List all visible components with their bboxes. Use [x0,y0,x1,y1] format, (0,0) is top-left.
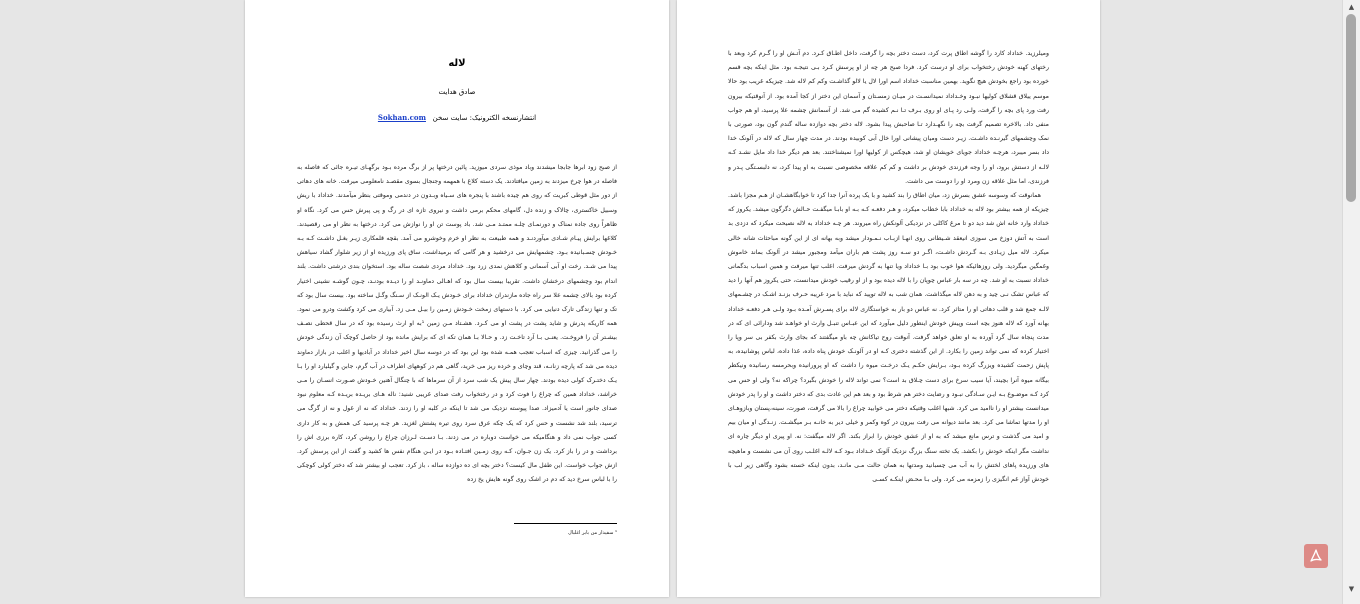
page-2 [677,0,1100,597]
publisher-line [245,113,669,122]
publisher-link[interactable]: Sokhan.com [377,113,426,122]
publisher-prefix: انتشارنسخه الکترونیک: سایت سخن [432,114,537,122]
page-2-body [728,47,1049,527]
acrobat-logo-icon [1308,548,1324,564]
footnote-divider [514,523,617,524]
pdf-acrobat-icon[interactable] [1304,544,1328,568]
footnote: ¹ سفیدار من بابر اغلبال [568,530,617,536]
page-2-paragraph: وميلرزيد. خداداد کارد را گوشه اطاق پرت کرد، دست دختر بچه را گرفت، داخل اطـاق کـرد. دم آتـش او را گـرم کرد وبعد با رختهای کهنه خودش رختخواب برای او درست کرد. فردا صبح هر چه از او پرسش کـرد بـی نتیجـه بود. مثل اینکه بچه قسم خورده بود راجع بخودش هیچ نگوید. بهمین مناسبت خداداد اسم اورا لال یا لالو گذاشـت وکم کم لاله شد. چیزیکه غریب بود حالا موسم ییلاق قشلاق کولیها نبـود وخـداداد نمیدانسـت در میـان زمسـتان و آسمان این دختر از کجا آمده بود. از آنوقتیکه بیرون رفت ورد پای بچه را گرفت، ولـی رد پـای او روی بـرف تـا نـم کشیده گم می شد. از آسمانش چشمه علا پرسید، او هم جواب منفی داد. بالاخره تصمیم گرفت بچه را نگهـدارد تـا صاحبش پیدا بشود. لاله دختر بچه دوازده ساله گندم گون بود، صورتی با نمک وچشمهای گیرنـده داشـت. زیـر دست ومیان پیشانی اورا خال آبی کوبیده بودند. در مدت چهار سال که لاله در آلونک خدا داد بسر میبرد، هرچـه خداداد جویای خویشان او شد، هیچکس از کولیها اورا نمیشناختند. بعد هم دیگر خدا داد مایل نشـد کـه لالـه از دستش برود، او را وجه فرزندی خودش بر داشت و کم کم علاقه مخصوصی نسبت به او پیدا کرد، نه دلبسـتگی پـدر و فرزندی، اما مثل علاقه زن ومرد او را دوست می داشت. [728,50,1049,185]
scroll-thumb[interactable] [1346,14,1356,202]
scroll-up-button[interactable]: ▲ [1348,3,1355,11]
page-1-body: از صبح زود ابرها جابجا میشدند وباد موذی سردی میوزید. پائین درختها پر از برگ مرده بـود برگهـای تیـره جائی که فاصله به فاصله در هوا چرخ میزدند به زمین میافتادند. یک دسته کلاغ با همهمه وجنجال بسوی مقصـد نامعلومی میرفت. خانه های دهاتی از دور مثل قوطی کبریت که روی هم چیده باشند با پنجره های سـیاه وبـدون در دندمی وموقتی بنظر میآمدند. خداداد با ریش وسبیل خاکستری، چالاک و زنده دل، گامهای محکم برمی داشت و نیروی تازه ای در رگ و پی پیرش حس می کرد. نگاه او ظاهراً روی جاده نمناک و دورنمـای چلـه ممتـد مـی شد. باد پوست تن او را نوازش می کرد. درختها به نظر او می رقصیدند. کلاغها برایش پیـام شـادی میآوردنـد و همه طبیعت به نظر او خرم وخوشرو می آمد. بقچه قلمکاری زیـر بغـل داشـت کـه بـه خـودش چسـبانیده بـود. چشمهایش می درخشید و هر گامی که برمیداشت، ساق پای ورزیده او از زیر شلوار گشاد سیاهش پیدا می شـد. رخت او آبی آسمانی و کلاهش نمدی زرد بود. خداداد مردی شصت ساله بود. استخوان بندی درشتی داشت. بلند اندام بود وچشمهای درخشان داشت. تقریبا بیست سال بود که اهـالی دماونـد او را دیـده بودنـد، چـون گوشـه نشینی اختیار کرده بود بالای چشمه علا سر راه جاده مازندران خداداد برای خـودش یـک الونـک از سـنگ وگـل ساخته بود. بیست سال بود که تک و تنها زندگی تارک دنیایی می کرد. با دستهای زمخت خـودش زمـین را بیـل مـی زد. آبیاری می کرد وکشت ودرو می نمود. همه کاریکه پدرش و شاید پشت در پشت او می کـرد. هشـتاد مـن زمین ¹به او ارث رسیده بود که در سال قحطی نصـف بیشـتر آن را فروخـت. یعنـی بـا آرد تاخـت زد. و حـالا بـا همان تکه ای که برایش مانده بود از حاصل کوچک آن زندگی خودش را می گذرانید. چیزی که اسباب تعجب همـه شده بود این بود که در دوسه سال اخیر خداداد در آبادیها و اغلب در بازار دماوند دیده می شد که پارچه زنانـه، قند وچای و خرده ریز می خرید، گاهی هم در کوههای اطراف در آب گرم، جابن و گیلیارد او را بـا یـک دختـرک کولی دیده بودند. چهار سال پیش یک شب سرد از آن سرماها که با چنگال آهنین خـودش صـورت انسـان را مـی خراشد، خداداد همین که چراغ را فوت کرد و در رختخواب رفت صدای غریبی شنید: ناله هـای بریـده بریـده کـه معلوم نبود صدای جانور است یا آدمیزاد. صدا پیوسته نزدیک می شد تا اینکه در کلبه او را زدند. خداداد که نه از غول و نه از گرگ می ترسید، بلند شد نشست و حس کرد که یک چکه عرق سرد روی تیره پشتش لغزید. هر چـه پرسید کی همش و به کار داری کسی جواب نمی داد و هنگامیکه می خواست دوباره در می زدند. بـا دسـت لـرزان چراغ را روشن کرد، کاره برزی اش را برداشت و در را باز کرد. یک زن جـوان، کـه روی زمـین افتـاده بـود در ایـن هنگام نفس ها کشید و گفت از این پرسش کرد. ازش جواب خواست. این طفل مال کیست؟ دختر بچه ای ده دوازده ساله ، باز کرد. تعجب او بیشتر شد که دختر کولی کوچکی را با لباس سرخ دید که دم در اشک روی گونه هایش یخ زده [297,164,617,484]
scroll-down-button[interactable]: ▼ [1348,585,1355,593]
document-author: صادق هدایت [438,88,476,96]
vertical-scrollbar[interactable] [1342,0,1360,604]
document-title: لاله [448,58,466,69]
page-2-paragraph: همانوقت که وسوسه عشق بسرش زد، میان اطاق را بند کشید و با یک پرده آنرا جدا کرد تا خوابگاهشـان از هـم مجزا باشد. چیزیکه از همه بیشتر بود لاله به خداداد بابا خطاب میکرد، و هـر دفعـه کـه بـه او بابـا میگفـت حـالش دگرگون میشد. یکروز که خداداد وارد خانه اش شد دید دو تا مرغ کاکلی در نزدیکی آلونکش راه میروند. هر چـه خداداد به لاله نصیحت میکرد که دزدی بد است به آتش دوزخ می سوزی انیعقد شـیطانی روی انهـا ازبـاب نـمـودار میشد وبه بهانه ای از این گونه مباحثات شانه خالی میکرد. لاله میل زیـادی بـه گـردش داشـت، اگـر دو سـه روز پشت هم باران میآمد ومجبور میشد در آلونک بماند خاموش وغمگین میگردید. ولی روزهائیکه هوا خوب بود بـا خداداد ویا تنها به گردش میرفت. اغلب تنها میرفت و همین اسباب بدگمانی خداداد نسبت به او شد. چه در سه بار عباس چوپان را با لاله دیده بود و از او رقیب خودش میدانست، حتی یکروز هم آنها را دید که عباس تشک نـی چید و به دهن لاله میگذاشت. همان شب به لاله توپید که نباید با مرد غریبه حـرف بزنـد اشـک در چشـمهای لالـه جمع شد و قلب دهاتی او را متاثر کرد. نه عباس دو بار به خواستگاری لاله برای پسـرش آمـده بـود ولـی هـر دفعـه خداداد بهانه آورد که لاله هنوز بچه است وپیش خودش اینطور دلیل میآورد که این عبـاس تنبـل وارث او خواهـد شد ودارائی ای که در مدت پنجاه سال گرد آورده به او تعلق خواهد گرفت. آنوقت روح تیاکانش چه باو میگفتند که بجای وارث بکفر بی سر وپا را اختیار کرده که نمی تواند زمین را بکارد. از این گذشته دختری کـه او در آلونـک خودش پناه داده، غذا داده، لباس پوشانیده، به پاپش زحمت کشیده ویزرگ کرده بـود، بـرایش حکـم یـک درخـت میوه را داشت که او پرورانیده وبحرمسه رسانیده ونیکطر بیگانه میوه آنرا بچیند، آیا سیب سرخ برای دست چـلاق بد است؟ نمی تواند لاله را خودش بگیرد؟ چراکه نه؟ ولی او حس می کرد کـه موضـوع بـه ایـن سـادگی نبـود و رضایت دختر هم شرط بود و بعد هم این عادت بدی که دختر داشت و او را پدر خودش میدانست بیشتر او را ناامید می کرد. شبها اغلب وقتیکه دختر می خوابید چراغ را بالا می گرفت، صورت، سینه،پستان وبازوهـای او را مدتها تماشا می کرد. بعد مانند دیوانه می رفت بیرون در کوه وکمر و خیلی دیر به خانـه بـر میگشـت. زنـدگی او میان بیم و امید می گذشت و ترس مانع میشد که به او از عشق خودش را ابراز بکند. اگر لاله میگفت: نه. او پیری او دیگر چاره ای نداشت مگر اینکه خودش را بکشد. یک تخته سنگ بزرگ نزدیک آلونک خـداداد بـود کـه لالـه اغلـب روی آن می نشست و ماهیچه های ورزیده پاهای لختش را به آب می چسبانید ومدتها به همان حالت مـی مانـد، بدون اینکه خسته بشود وگاهی زیر لب با خودش آواز غم انگیزی را زمزمه می کرد. ولی بـا محـض اینکـه کسـی [728,192,1049,484]
page-1 [245,0,669,597]
